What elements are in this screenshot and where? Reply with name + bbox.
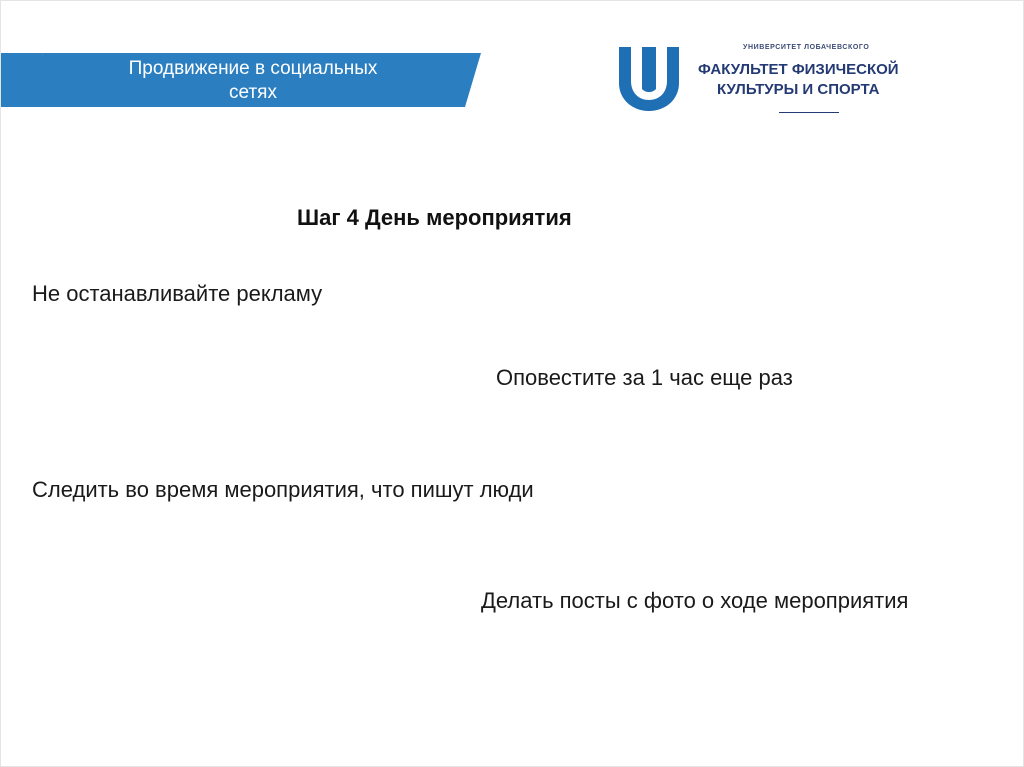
- logo-university-caption: УНИВЕРСИТЕТ ЛОБАЧЕВСКОГО: [743, 44, 870, 51]
- point-stop-ads: Не останавливайте рекламу: [32, 281, 323, 306]
- logo-faculty-line-1: ФАКУЛЬТЕТ ФИЗИЧЕСКОЙ: [698, 61, 899, 78]
- point-post-photos: Делать посты с фото о ходе мероприятия: [481, 588, 909, 613]
- university-u-emblem-icon: [615, 45, 683, 113]
- step-heading: Шаг 4 День мероприятия: [297, 205, 572, 230]
- slide-title: [93, 57, 413, 105]
- point-notify-hour-before: Оповестите за 1 час еще раз: [496, 365, 793, 390]
- logo-faculty-line-2: КУЛЬТУРЫ И СПОРТА: [717, 81, 880, 98]
- logo-underline: [779, 112, 839, 113]
- slide-title-line-1: Продвижение в социальных: [128, 58, 378, 79]
- slide-title-line-2: сетях: [229, 82, 277, 103]
- point-monitor-comments: Следить во время мероприятия, что пишут люди: [32, 477, 534, 502]
